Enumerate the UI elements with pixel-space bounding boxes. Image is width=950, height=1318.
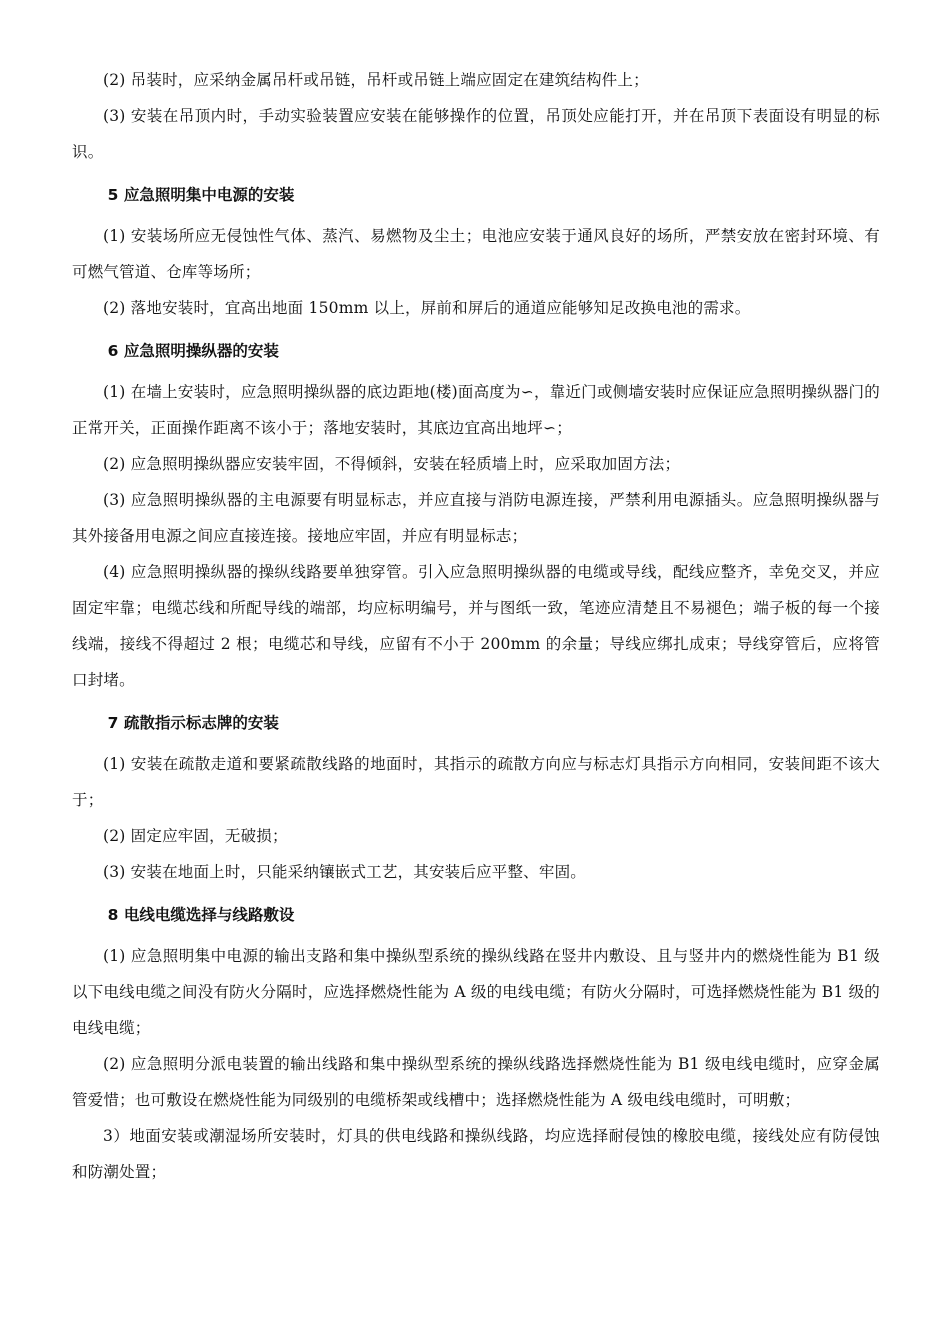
paragraph: (2) 应急照明分派电装置的输出线路和集中操纵型系统的操纵线路选择燃烧性能为 B1 级电线电缆时，应穿金属管爱惜；也可敷设在燃烧性能为同级别的电缆桥架或线槽中；选择燃烧性能为 A 级电线电缆时，可明敷； [72,1055,880,1109]
paragraph: (2) 落地安装时，宜高出地面 150mm 以上，屏前和屏后的通道应能够知足改换电池的需求。 [103,299,751,317]
paragraph: 3）地面安装或潮湿场所安装时，灯具的供电线路和操纵线路，均应选择耐侵蚀的橡胶电缆，接线处应有防侵蚀和防潮处置； [72,1127,880,1181]
section-heading: 5 应急照明集中电源的安装 [107,186,295,204]
section-heading: 6 应急照明操纵器的安装 [107,342,279,360]
paragraph: (3) 应急照明操纵器的主电源要有明显标志，并应直接与消防电源连接，严禁利用电源插头。应急照明操纵器与其外接备用电源之间应直接连接。接地应牢固，并应有明显标志； [72,491,880,545]
paragraph: (2) 应急照明操纵器应安装牢固，不得倾斜，安装在轻质墙上时，应采取加固方法； [103,455,681,473]
paragraph: (1) 在墙上安装时，应急照明操纵器的底边距地(楼)面高度为∽，靠近门或侧墙安装时应保证应急照明操纵器门的正常开关，正面操作距离不该小于；落地安装时，其底边宜高出地坪∽； [72,383,880,437]
section-5 [72,182,880,326]
section-heading: 8 电线电缆选择与线路敷设 [107,906,295,924]
paragraph: (1) 应急照明集中电源的输出支路和集中操纵型系统的操纵线路在竖井内敷设、且与竖井内的燃烧性能为 B1 级以下电线电缆之间没有防火分隔时，应选择燃烧性能为 A 级的电线电缆；有防火分隔时，可选择燃烧性能为 B1 级的电线电缆； [72,947,880,1037]
paragraph: (2) 固定应牢固，无破损； [103,827,288,845]
paragraph: (1) 安装场所应无侵蚀性气体、蒸汽、易燃物及尘土；电池应安装于通风良好的场所，严禁安放在密封环境、有可燃气管道、仓库等场所； [72,227,880,281]
section-8 [72,902,880,1190]
section-6 [72,338,880,698]
paragraph: (1) 安装在疏散走道和要紧疏散线路的地面时，其指示的疏散方向应与标志灯具指示方向相同，安装间距不该大于； [72,755,880,809]
paragraph: (3) 安装在吊顶内时，手动实验装置应安装在能够操作的位置，吊顶处应能打开，并在吊顶下表面设有明显的标识。 [72,107,880,161]
section-7 [72,710,880,890]
section-heading: 7 疏散指示标志牌的安装 [107,714,279,732]
section-intro [72,62,880,170]
paragraph: (3) 安装在地面上时，只能采纳镶嵌式工艺，其安装后应平整、牢固。 [103,863,586,881]
paragraph: (2) 吊装时，应采纳金属吊杆或吊链，吊杆或吊链上端应固定在建筑结构件上； [103,71,649,89]
paragraph: (4) 应急照明操纵器的操纵线路要单独穿管。引入应急照明操纵器的电缆或导线，配线应整齐，幸免交叉，并应固定牢靠；电缆芯线和所配导线的端部，均应标明编号，并与图纸一致，笔迹应清楚且不易褪色；端子板的每一个接线端，接线不得超过 2 根；电缆芯和导线，应留有不小于 200mm 的余量；导线应绑扎成束；导线穿管后，应将管口封堵。 [72,563,880,689]
